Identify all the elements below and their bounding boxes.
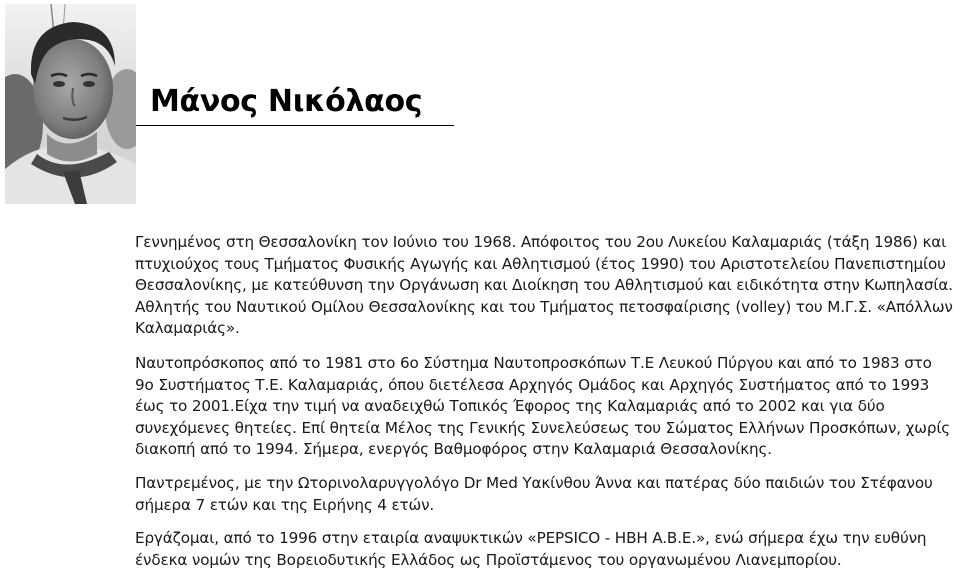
heading-underline	[136, 125, 454, 126]
person-name: Μάνος Νικόλαος	[150, 84, 423, 119]
bio-paragraph-education: Γεννημένος στη Θεσσαλονίκη τον Ιούνιο του 1968. Απόφοιτος του 2ου Λυκείου Καλαμαριάς (τάξη 1986) και πτυχιούχος τους Τμήματος Φυσικής Αγωγής και Αθλητισμού (έτος 1990) του Αριστοτελείου Πανεπιστημίου Θεσσαλονίκης, με κατεύθυνση την Οργάνωση και Διοίκηση του Αθλητισμού και ειδικότητα στην Κωπηλασία. Αθλητής του Ναυτικού Ομίλου Θεσσαλονίκης και του Τμήματος πετοσφαίρισης (volley) του Μ.Γ.Σ. «Απόλλων Καλαμαριάς».	[135, 233, 953, 338]
bio-paragraph-scouting: Ναυτοπρόσκοπος από το 1981 στο 6ο Σύστημα Ναυτοπροσκόπων Τ.Ε Λευκού Πύργου και από το 1983 στο 9ο Συστήματος Τ.Ε. Καλαμαριάς, όπου διετέλεσα Αρχηγός Ομάδος και Αρχηγός Συστήματος από το 1993 έως το 2001.Είχα την τιμή να αναδειχθώ Τοπικός Έφορος της Καλαμαριάς από το 2002 και για δύο συνεχόμενες θητείες. Επί θητεία Μέλος της Γενικής Συνελεύσεως του Σώματος Ελλήνων Προσκόπων, χωρίς διακοπή από το 1994. Σήμερα, ενεργός Βαθμοφόρος στην Καλαμαριά Θεσσαλονίκης.	[135, 353, 951, 459]
name-header	[150, 84, 454, 126]
biography	[135, 232, 953, 583]
bio-paragraph-work: Εργάζομαι, από το 1996 στην εταιρία αναψυκτικών «PEPSICO - HBH A.B.E.», ενώ σήμερα έχω την ευθύνη ένδεκα νομών της Βορειοδυτικής Ελλάδος ως Προϊστάμενος του οργανωμένου Λιανεμπορίου.	[135, 529, 927, 569]
profile-photo	[5, 4, 136, 204]
bio-paragraph-family: Παντρεμένος, με την Ωτορινολαρυγγολόγο Dr Med Υακίνθου Άννα και πατέρας δύο παιδιών του Στέφανου σήμερα 7 ετών και της Ειρήνης 4 ετών.	[135, 473, 933, 514]
portrait-photo-icon	[5, 4, 136, 204]
